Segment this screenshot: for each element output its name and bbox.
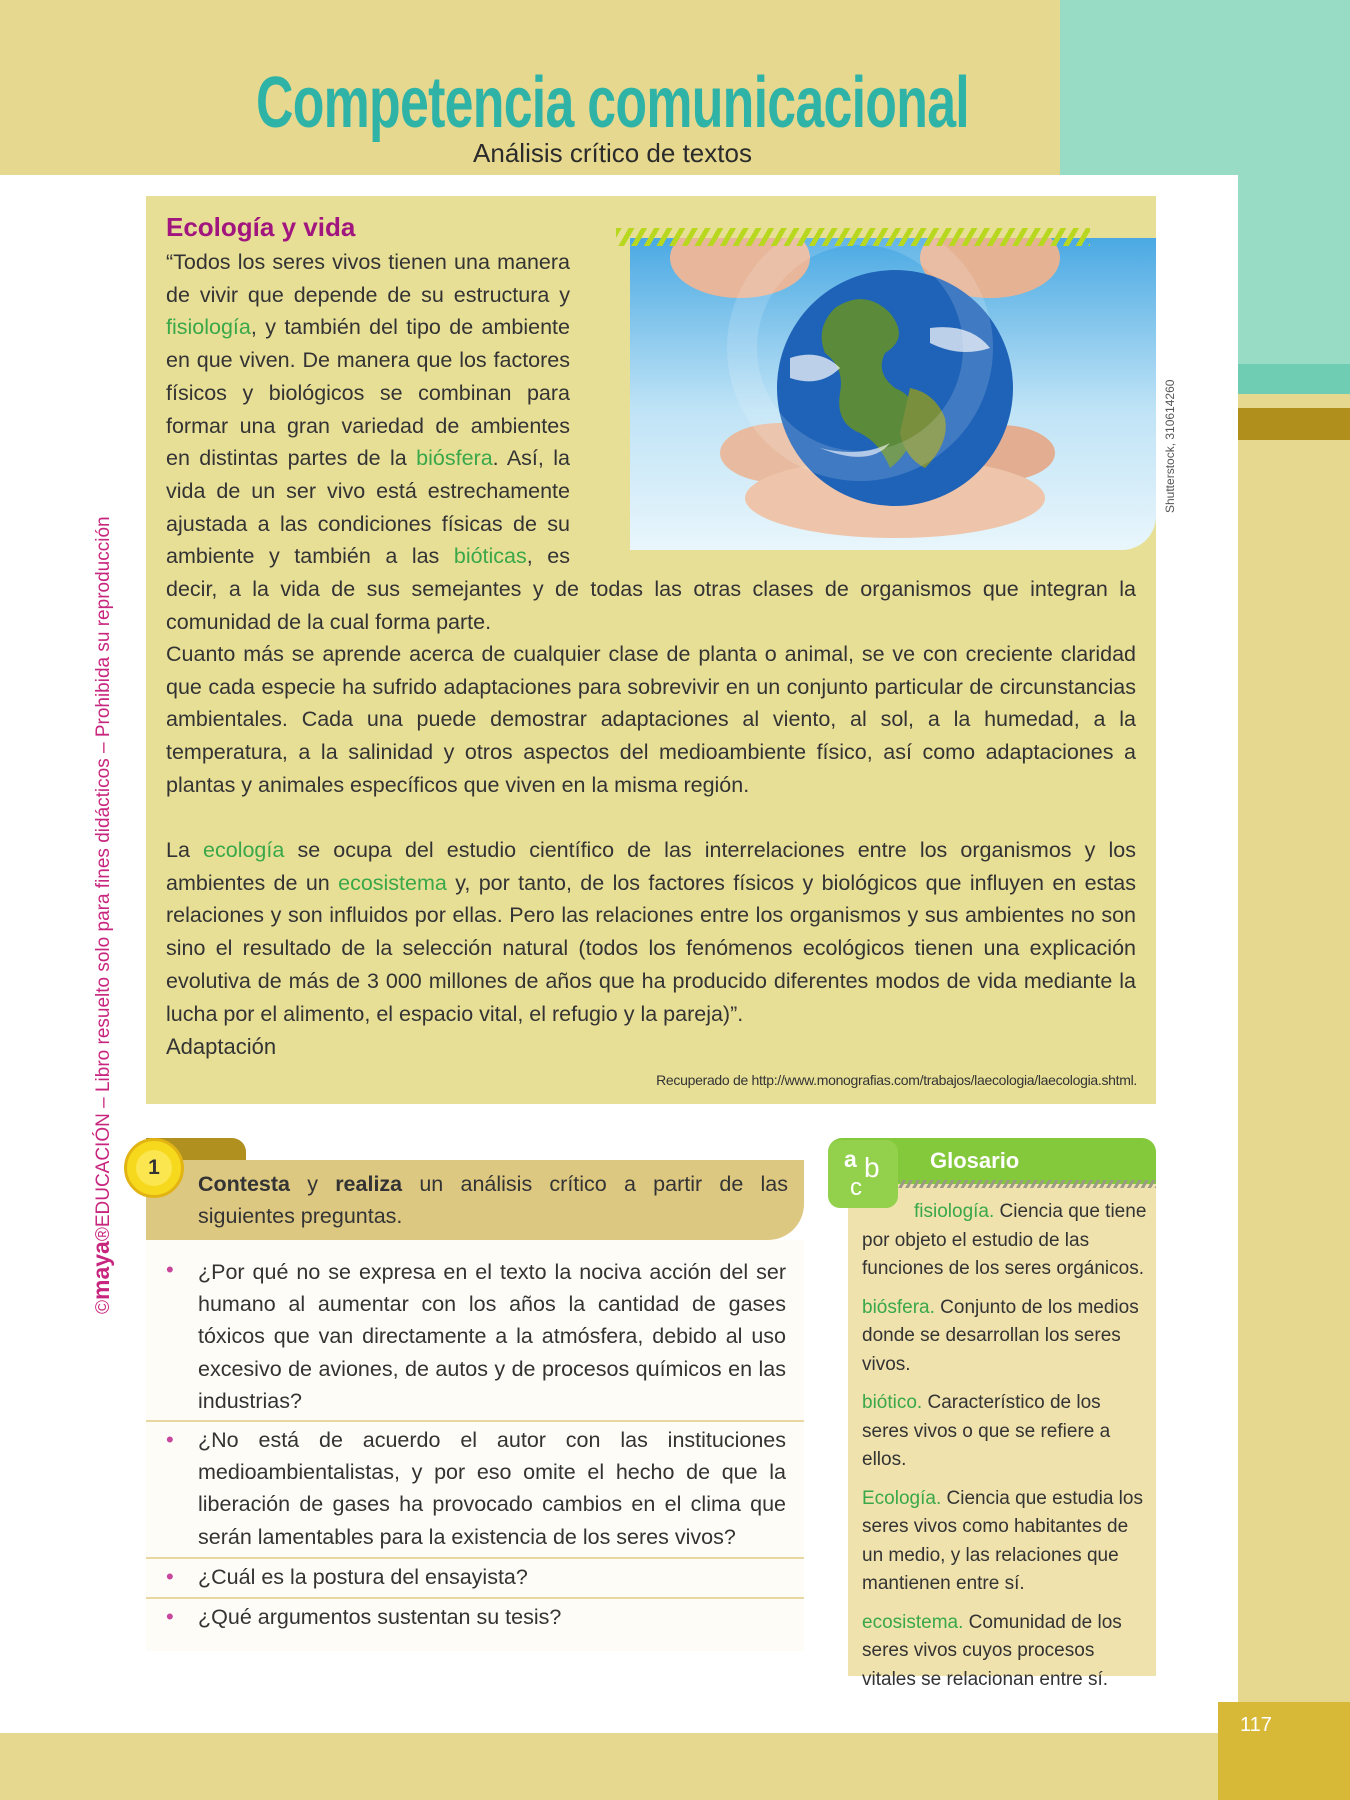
paragraph-text: se ocupa del estudio científico de las interrelaciones entre los organismos y los ambientes de un	[166, 838, 1136, 895]
instruction-rest: un análisis crítico a partir de las siguientes preguntas.	[198, 1172, 788, 1228]
keyword-highlight: fisiología	[166, 315, 251, 340]
glossary-term: biósfera.	[862, 1296, 935, 1318]
decor-teal-band	[1238, 364, 1350, 394]
reading-title: Ecología y vida	[166, 212, 356, 242]
reading-paragraph-1	[166, 246, 1136, 638]
photo-credit: Shutterstock, 310614260	[1163, 379, 1177, 513]
glossary-term: fisiología.	[914, 1201, 995, 1222]
question-text: ¿Qué argumentos sustentan su tesis?	[198, 1605, 562, 1629]
glossary-term: Ecología.	[862, 1487, 942, 1509]
paragraph-text: La	[166, 838, 204, 862]
photo-space	[588, 246, 1136, 564]
adaptation-label: Adaptación	[166, 1034, 277, 1059]
registered-mark: ®	[93, 1227, 114, 1242]
activity-number: 1	[136, 1150, 172, 1186]
copyright-notice	[88, 454, 115, 1314]
glossary-entry	[862, 1198, 1148, 1284]
icon-letter: a	[844, 1146, 857, 1172]
icon-letter: b	[864, 1152, 880, 1183]
bullet-icon: •	[166, 1564, 174, 1589]
copyright-symbol: ©	[93, 1300, 114, 1314]
glossary-definition: Comunidad de los seres vivos cuyos procesos vitales se relacionan entre sí.	[862, 1611, 1122, 1690]
glossary-entries	[862, 1198, 1148, 1704]
glossary-title: Glosario	[930, 1148, 1020, 1173]
instruction-conjunction: y	[289, 1172, 336, 1196]
question-text: ¿Por qué no se expresa en el texto la nociva acción del ser humano al aumentar con los años la cantidad de gases tóxicos que van directamente a la atmósfera, debido al uso excesivo de aviones, de autos y de procesos químicos en las industrias?	[198, 1260, 786, 1413]
paragraph-text: “Todos los seres vivos tienen una manera de vivir que depende de su estructura y	[166, 250, 570, 307]
glossary-definition: Ciencia que tiene por objeto el estudio de las funciones de los seres orgánicos.	[862, 1201, 1147, 1279]
glossary-entry	[862, 1609, 1148, 1695]
reading-paragraph-3	[166, 834, 1136, 1030]
question-item	[146, 1599, 804, 1651]
bullet-icon: •	[166, 1257, 174, 1282]
glossary-definition: Ciencia que estudia los seres vivos como habitantes de un medio, y las relaciones que mantienen entre sí.	[862, 1487, 1143, 1594]
glossary-stripe	[882, 1180, 1156, 1188]
activity-instruction	[198, 1168, 788, 1232]
bullet-icon: •	[166, 1427, 174, 1452]
copyright-text: EDUCACIÓN – Libro resuelto solo para fines didácticos – Prohibida su reproducción	[93, 516, 114, 1228]
glossary-definition: Característico de los seres vivos o que se refiere a ellos.	[862, 1392, 1111, 1470]
keyword-highlight: biósfera	[416, 446, 493, 471]
question-item	[146, 1422, 804, 1559]
decor-bottom-band	[0, 1733, 1350, 1800]
paragraph-text: y, por tanto, de los factores físicos y biológicos que influyen en estas relaciones y son influidos por ellas. Pero las relaciones entre los organismos y sus ambientes no son sino el resultado de la selección natural (todos los fenómenos ecológicos tienen una explicación evolutiva de más de 3 000 millones de años que ha producido diferentes modos de vida mediante la lucha por el alimento, el espacio vital, el refugio y la pareja)”.	[166, 870, 1136, 1026]
page-number-box	[1218, 1702, 1350, 1800]
glossary-term: ecosistema.	[862, 1611, 964, 1633]
decor-stripes	[616, 228, 1090, 246]
glossary-definition: Conjunto de los medios donde se desarrollan los seres vivos.	[862, 1296, 1139, 1375]
page-subtitle: Análisis crítico de textos	[473, 138, 752, 168]
glossary-entry	[862, 1485, 1148, 1599]
source-citation: Recuperado de http://www.monografias.com/trabajos/laecologia/laecologia.shtml.	[656, 1072, 1137, 1088]
question-list	[146, 1240, 804, 1651]
question-text: ¿Cuál es la postura del ensayista?	[198, 1565, 528, 1589]
keyword-highlight: bióticas	[453, 544, 527, 569]
paragraph-text: , es decir, a la vida de sus semejantes y de todas las otras clases de organismos que integran la comunidad de la cual forma parte.	[166, 544, 1136, 634]
bullet-icon: •	[166, 1604, 174, 1629]
icon-letter: c	[850, 1174, 862, 1201]
question-item	[146, 1559, 804, 1599]
keyword-highlight: ecosistema	[338, 870, 447, 895]
instruction-verb-1: Contesta	[198, 1172, 290, 1196]
question-text: ¿No está de acuerdo el autor con las instituciones medioambientalistas, y por eso omite el hecho de que la liberación de gases ha provocado cambios en el clima que serán lamentables para la existencia de los seres vivos?	[198, 1428, 786, 1549]
brand-logo-text: maya	[88, 1241, 114, 1300]
paragraph-text: . Así, la vida de un ser vivo está estrechamente ajustada a las condiciones físicas de su ambiente y también a las	[166, 446, 570, 569]
decor-side-strip	[1238, 440, 1350, 1800]
instruction-verb-2: realiza	[335, 1172, 403, 1196]
glossary-entry	[862, 1294, 1148, 1380]
question-item	[146, 1240, 804, 1422]
paragraph-text: , y también del tipo de ambiente en que viven. De manera que los factores físicos y biológicos se combinan para formar una gran variedad de ambientes en distintas partes de la	[166, 315, 570, 471]
keyword-highlight: ecología	[203, 838, 285, 862]
glossary-entry	[862, 1389, 1148, 1475]
page-title: Competencia comunicacional	[255, 63, 969, 143]
decor-gold-band	[1238, 408, 1350, 440]
reading-paragraph-2: Cuanto más se aprende acerca de cualquier clase de planta o animal, se ve con creciente claridad que cada especie ha sufrido adaptaciones para sobrevivir en un conjunto particular de circunstancias ambientales. Cada una puede demostrar adaptaciones al viento, al sol, a la humedad, a la temperatura, a la salinidad y otros aspectos del medioambiente físico, así como adaptaciones a plantas y animales específicos que viven en la misma región.	[166, 642, 1136, 797]
page-number: 117	[1240, 1714, 1272, 1736]
glossary-term: biótico.	[862, 1392, 923, 1413]
